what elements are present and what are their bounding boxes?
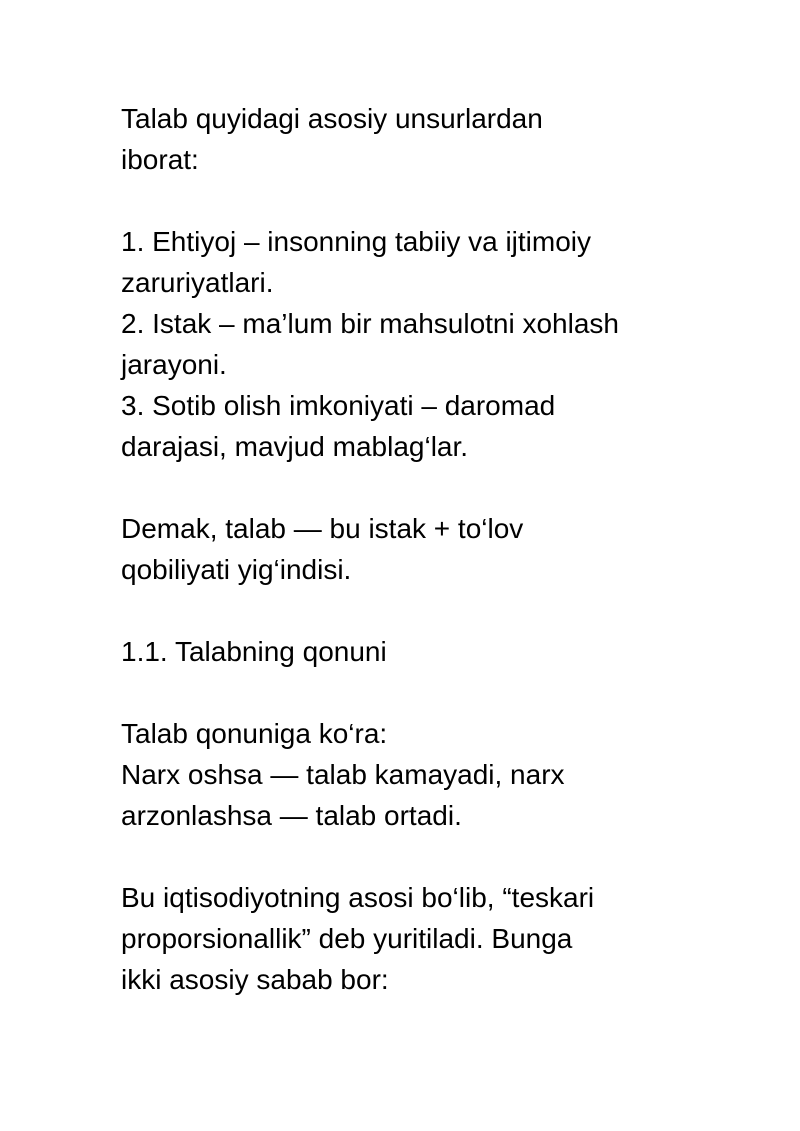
paragraph-gap (121, 180, 721, 221)
law-text: Narx oshsa — talab kamayadi, narx arzonlashsa — talab ortadi. (121, 759, 565, 831)
intro-paragraph: Talab quyidagi asosiy unsurlardan iborat: (121, 103, 543, 175)
paragraph-gap (121, 590, 721, 631)
paragraph-gap (121, 467, 721, 508)
paragraph-gap (121, 672, 721, 713)
summary-paragraph: Demak, talab — bu istak + to‘lov qobiliyati yig‘indisi. (121, 513, 524, 585)
list-item-purchasing-power: 3. Sotib olish imkoniyati – daromad darajasi, mavjud mablag‘lar. (121, 390, 556, 462)
document-body (121, 98, 721, 1000)
list-item-desire: 2. Istak – ma’lum bir mahsulotni xohlash jarayoni. (121, 308, 619, 380)
section-heading: 1.1. Talabning qonuni (121, 636, 387, 667)
closing-paragraph: Bu iqtisodiyotning asosi bo‘lib, “teskari proporsionallik” deb yuritiladi. Bunga ikki asosiy sabab bor: (121, 882, 595, 995)
law-intro: Talab qonuniga ko‘ra: (121, 718, 388, 749)
paragraph-gap (121, 836, 721, 877)
list-item-needs: 1. Ehtiyoj – insonning tabiiy va ijtimoiy zaruriyatlari. (121, 226, 592, 298)
